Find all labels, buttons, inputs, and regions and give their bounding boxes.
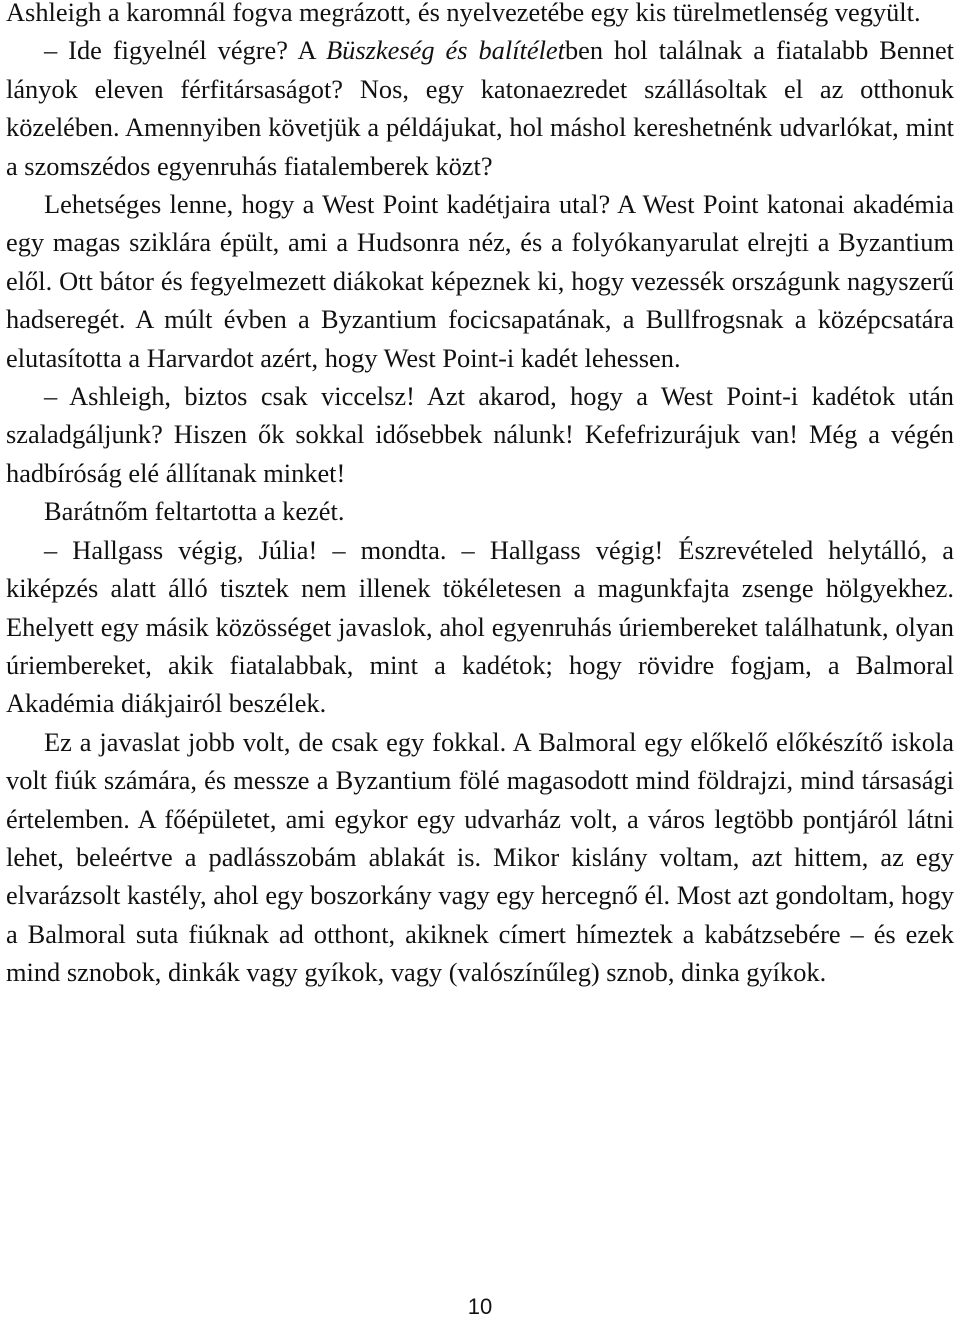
paragraph-3: [6, 185, 954, 377]
paragraph-text: – Ashleigh, biztos csak viccelsz! Azt akarod, hogy a West Point-i kadétok után szaladgáljunk? Hiszen ők sokkal idősebbek nálunk! Kefefrizurájuk van! Még a végén hadbíróság elé állítanak minket!: [6, 381, 954, 488]
body-text: [6, 0, 954, 992]
paragraph-6: [6, 531, 954, 723]
page-number: 10: [467, 1294, 493, 1319]
paragraph-text: Ashleigh a karomnál fogva megrázott, és nyelvezetébe egy kis türelmetlenség vegyült.: [6, 0, 921, 27]
paragraph-text: Barátnőm feltartotta a kezét.: [44, 496, 345, 527]
book-title-italic: Büszkeség és balítélet: [326, 35, 565, 66]
paragraph-5: [6, 492, 954, 530]
paragraph-text: ben hol találnak a fiatalabb Bennet lányok eleven férfitársaságot? Nos, egy katonaezredet szállásoltak el az otthonuk közelében. Amennyiben követjük a példájukat, hol máshol kereshetnénk udvarlókat, mint a szomszédos egyenruhás fiatalemberek közt?: [6, 35, 954, 181]
paragraph-4: [6, 377, 954, 492]
paragraph-2: [6, 31, 954, 185]
paragraph-7: [6, 723, 954, 992]
paragraph-text: – Ide figyelnél végre? A: [44, 35, 327, 66]
paragraph-1: [6, 0, 954, 31]
paragraph-text: Ez a javaslat jobb volt, de csak egy fokkal. A Balmoral egy előkelő előkészítő iskola volt fiúk számára, és messze a Byzantium fölé magasodott mind földrajzi, mind társasági értelemben. A főépületet, ami egykor egy udvarház volt, a város legtöbb pontjáról látni lehet, beleértve a padlásszobám ablakát is. Mikor kislány voltam, azt hittem, az egy elvarázsolt kastély, ahol egy boszorkány vagy egy hercegnő él. Most azt gondoltam, hogy a Balmoral suta fiúknak ad otthont, akiknek címert hímeztek a kabátzsebére – és ezek mind sznobok, dinkák vagy gyíkok, vagy (valószínűleg) sznob, dinka gyíkok.: [6, 726, 954, 988]
paragraph-text: – Hallgass végig, Júlia! – mondta. – Hallgass végig! Észrevételed helytálló, a kiképzés alatt álló tisztek nem illenek tökéletesen a magunkfajta zsenge hölgyekhez. Ehelyett egy másik közösséget javaslok, ahol egyenruhás úriembereket találhatunk, olyan úriembereket, akik fiatalabbak, mint a kadétok; hogy rövidre fogjam, a Balmoral Akadémia diákjairól beszélek.: [6, 534, 954, 719]
paragraph-text: Lehetséges lenne, hogy a West Point kadétjaira utal? A West Point katonai akadémia egy magas sziklára épült, ami a Hudsonra néz, és a folyókanyarulat elrejti a Byzantium elől. Ott bátor és fegyelmezett diákokat képeznek ki, hogy vezessék országunk nagyszerű hadseregét. A múlt évben a Byzantium focicsapatának, a Bullfrogsnak a középcsatára elutasította a Harvardot azért, hogy West Point-i kadét lehessen.: [6, 189, 954, 373]
